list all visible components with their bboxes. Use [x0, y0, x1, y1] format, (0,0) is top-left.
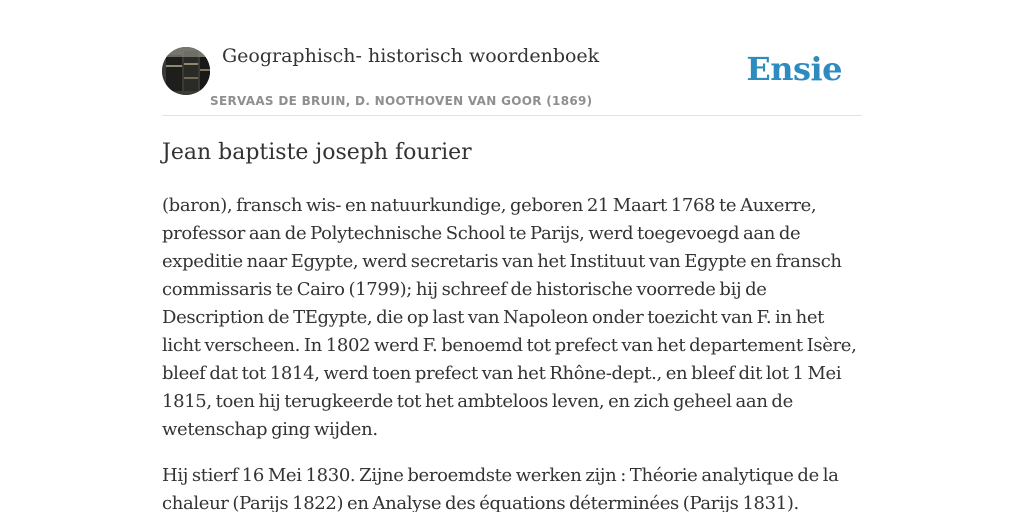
entry-title: Jean baptiste joseph fourier: [162, 140, 472, 165]
book-title[interactable]: Geographisch- historisch woordenboek: [222, 45, 600, 67]
book-authors-year: SERVAAS DE BRUIN, D. NOOTHOVEN VAN GOOR (1869): [210, 94, 593, 108]
book-cover-icon[interactable]: [162, 47, 210, 95]
entry-paragraph-2: Hij stierf 16 Mei 1830. Zijne beroemdste werken zijn : Théorie analytique de la chaleur (Parijs 1822) en Analyse des équations déterminées (Parijs 1831).: [162, 465, 839, 512]
brand-logo-link[interactable]: Ensie: [746, 50, 842, 88]
source-header: [162, 0, 862, 116]
entry-body: [162, 192, 862, 512]
page-container: [162, 0, 862, 512]
entry-paragraph-1: (baron), fransch wis- en natuurkundige, geboren 21 Maart 1768 te Auxerre, professor aan de Polytechnische School te Parijs, werd toegevoegd aan de expeditie naar Egypte, werd secretaris van het Instituut van Egypte en fransch commissaris te Cairo (1799); hij schreef de historische voorrede bij de Description de TEgypte, die op last van Napoleon onder toezicht van F. in het licht verscheen. In 1802 werd F. benoemd tot prefect van het departement Isère, bleef dat tot 1814, werd toen prefect van het Rhône-dept., en bleef dit lot 1 Mei 1815, toen hij terugkeerde tot het ambteloos leven, en zich geheel aan de wetenschap ging wijden.: [162, 195, 857, 440]
